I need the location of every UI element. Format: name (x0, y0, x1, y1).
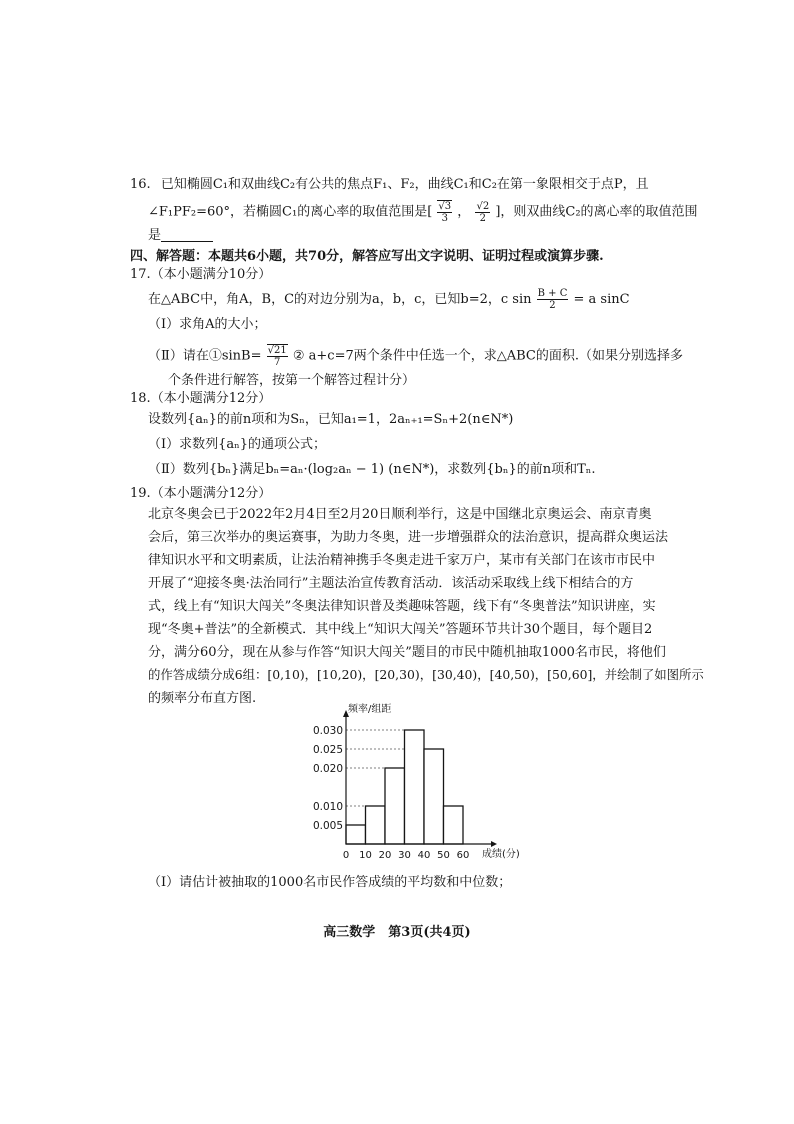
q16-number: 16. (130, 177, 151, 192)
q18-part2: （Ⅱ）数列{bₙ}满足bₙ=aₙ·(log₂aₙ − 1) (n∈N*)，求数列{bₙ}的前n项和Tₙ. (148, 462, 596, 477)
q17-stem-b: = a sinC (573, 292, 630, 307)
histogram-bars (346, 730, 463, 844)
q17-part2-cont: 个条件进行解答，按第一个解答过程计分） (168, 373, 416, 388)
y-tick-labels (313, 725, 343, 832)
q16-frac1-num: √3 (438, 201, 452, 212)
q17-part2-frac-num: √21 (267, 345, 287, 356)
x-tick-label: 60 (456, 850, 470, 861)
q19-number: 19. (130, 486, 151, 501)
q19-line: 的频率分布直方图. (148, 691, 257, 706)
q17-part2 (148, 344, 683, 368)
q19-line: 式，线上有“知识大闯关”冬奥法律知识普及类趣味答题，线下有“冬奥普法”知识讲座，实 (148, 599, 656, 614)
q19-line: 律知识水平和文明素质，让法治精神携手冬奥走进千家万户，某市有关部门在该市市民中 (148, 553, 656, 568)
frequency-histogram (298, 700, 538, 870)
histogram-bar (346, 825, 366, 844)
q18-stem: 设数列{aₙ}的前n项和为Sₙ，已知a₁=1，2aₙ₊₁=Sₙ+2(n∈N*) (148, 412, 514, 427)
histogram-bar (366, 806, 386, 844)
histogram-bar (385, 768, 405, 844)
q19-line: 会后，第三次举办的奥运赛事，为助力冬奥，进一步增强群众的法治意识，提高群众奥运法 (148, 530, 669, 545)
q17-frac-num: B + C (537, 288, 568, 299)
q19-header (130, 487, 271, 500)
x-tick-label: 50 (437, 850, 450, 861)
q17-score: （本小题满分10分） (150, 267, 272, 282)
section-heading: 四、解答题：本题共6小题，共70分，解答应写出文字说明、证明过程或演算步骤. (130, 249, 604, 264)
q16-line3 (148, 229, 213, 242)
y-tick-label: 0.005 (312, 820, 343, 832)
q19-score: （本小题满分12分） (150, 486, 272, 501)
q16-line1 (130, 178, 649, 191)
y-tick-label: 0.020 (312, 763, 343, 775)
q16-fraction-1 (437, 200, 452, 224)
q16-answer-blank (161, 229, 213, 242)
q19-line: 开展了“迎接冬奥·法治同行”主题法治宣传教育活动．该活动采取线上线下相结合的方 (148, 576, 634, 591)
q16-frac-sep: ， (457, 204, 471, 220)
q17-part2-b: ② a+c=7两个条件中任选一个，求△ABC的面积.（如果分别选择多 (292, 348, 684, 364)
histogram-bar (424, 749, 444, 844)
q16-line2 (148, 200, 698, 224)
q18-header (130, 392, 271, 405)
x-tick-label: 40 (417, 850, 431, 861)
q17-part1: （Ⅰ）求角A的大小； (148, 317, 267, 332)
x-axis-label: 成绩(分) (482, 849, 520, 860)
q18-part1: （Ⅰ）求数列{aₙ}的通项公式； (148, 437, 327, 452)
page-footer: 高三数学 第3页(共4页) (323, 925, 471, 940)
q17-header (130, 268, 271, 281)
q17-fraction (537, 288, 569, 311)
q18-number: 18. (130, 391, 151, 406)
q16-fraction-2 (475, 201, 490, 224)
q16-text-2b: ]，则双曲线C₂的离心率的取值范围 (495, 204, 698, 220)
q17-number: 17. (130, 267, 151, 282)
q17-frac-den: 2 (549, 300, 556, 311)
q16-text-3: 是 (148, 228, 162, 243)
q17-part2-a: （Ⅱ）请在①sinB= (148, 348, 262, 364)
q17-stem (148, 288, 630, 311)
histogram-bar (444, 806, 464, 844)
x-tick-labels (343, 850, 470, 861)
x-tick-label: 10 (359, 850, 372, 861)
q19-line: 分，满分60分，现在从参与作答“知识大闯关”题目的市民中随机抽取1000名市民，将他们 (148, 645, 666, 660)
q19-line: 的作答成绩分成6组：[0,10)，[10,20)，[20,30)，[30,40)，[40,50)，[50,60]，并绘制了如图所示 (148, 667, 704, 682)
q19-line: 北京冬奥会已于2022年2月4日至2月20日顺利举行，这是中国继北京奥运会、南京青奥 (148, 507, 652, 522)
q17-stem-a: 在△ABC中，角A，B，C的对边分别为a，b，c，已知b=2，c sin (148, 292, 532, 307)
q17-part2-frac-den: 7 (273, 357, 281, 368)
q16-frac1-den: 3 (441, 213, 448, 224)
y-tick-label: 0.025 (312, 744, 343, 756)
q19-line: 现“冬奥+普法”的全新模式．其中线上“知识大闯关”答题环节共计30个题目，每个题目2 (148, 622, 653, 637)
x-tick-label: 30 (398, 850, 411, 861)
y-axis-label: 频率/组距 (348, 704, 392, 715)
q16-frac2-num: √2 (476, 200, 490, 212)
y-tick-label: 0.030 (312, 725, 343, 737)
q18-score: （本小题满分12分） (150, 391, 272, 406)
y-tick-label: 0.010 (312, 801, 343, 813)
q16-text-1: 已知椭圆C₁和双曲线C₂有公共的焦点F₁、F₂，曲线C₁和C₂在第一象限相交于点P，且 (160, 177, 649, 192)
x-tick-label: 0 (342, 850, 350, 861)
x-axis-arrow (491, 841, 497, 847)
q19-part1: （Ⅰ）请估计被抽取的1000名市民作答成绩的平均数和中位数； (148, 875, 512, 890)
q17-part2-fraction (267, 344, 288, 368)
x-tick-label: 20 (378, 850, 392, 861)
q16-frac2-den: 2 (479, 212, 486, 224)
histogram-bar (405, 730, 425, 844)
q16-text-2a: ∠F₁PF₂=60°，若椭圆C₁的离心率的取值范围是[ (148, 204, 433, 220)
